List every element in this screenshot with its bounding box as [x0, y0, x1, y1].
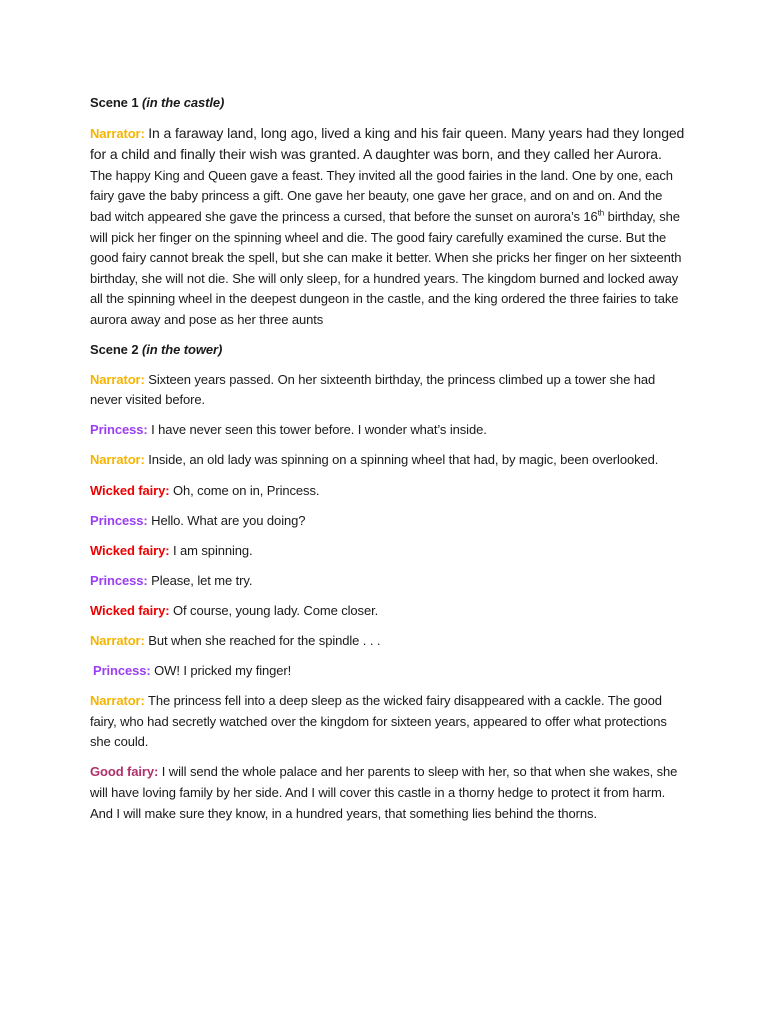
dialogue-line	[90, 661, 686, 682]
line-text: But when she reached for the spindle . . .	[148, 632, 381, 648]
speaker-narrator: Narrator:	[90, 632, 145, 648]
line-text: I am spinning.	[173, 542, 253, 558]
line-text: Inside, an old lady was spinning on a spinning wheel that had, by magic, been overlooked.	[148, 452, 659, 468]
opening-text-large: In a faraway land, long ago, lived a king and his fair queen. Many years had they longed for a child and finally their wish was granted. A daughter was born, and they called her Aurora.	[90, 124, 685, 163]
line-text: The princess fell into a deep sleep as the wicked fairy disappeared with a cackle. The good fairy, who had secretly watched over the kingdom for sixteen years, appeared to offer what protections she could.	[90, 693, 667, 750]
line-text: Sixteen years passed. On her sixteenth birthday, the princess climbed up a tower she had never visited before.	[90, 371, 656, 408]
speaker-narrator: Narrator:	[90, 452, 145, 468]
speaker-wicked-fairy: Wicked fairy:	[90, 482, 170, 498]
scene-2-heading	[90, 340, 686, 361]
ordinal-suffix: th	[597, 208, 605, 218]
line-text: I will send the whole palace and her parents to sleep with her, so that when she wakes, she will have loving family by her side. And I will cover this castle in a thorny hedge to protect it from harm. And I will make sure they know, in a hundred years, that something lies behind the thorns.	[90, 764, 678, 821]
dialogue-line	[90, 450, 686, 471]
scene-2-location: (in the tower)	[141, 342, 223, 358]
dialogue-line	[90, 631, 686, 652]
scene-2-title: Scene 2	[90, 342, 139, 358]
dialogue-line	[90, 481, 686, 502]
speaker-princess: Princess:	[90, 512, 148, 528]
dialogue-line	[90, 691, 686, 753]
speaker-princess: Princess:	[93, 663, 151, 679]
line-text: Please, let me try.	[151, 572, 253, 588]
opening-text-cont: birthday, she will pick her finger on the spinning wheel and die. The good fairy carefully examined the curse. But the good fairy cannot break the spell, but she can make it better. When she pricks her finger on her sixteenth birthday, she will not die. She will only sleep, for a hundred years. The kingdom burned and locked away all the spinning wheel in the deepest dungeon in the castle, and the king ordered the three fairies to take aurora away and pose as her three aunts	[90, 208, 682, 327]
dialogue-line	[90, 601, 686, 622]
line-text: OW! I pricked my finger!	[154, 663, 292, 679]
dialogue-line	[90, 541, 686, 562]
dialogue-line	[90, 370, 686, 411]
dialogue-line	[90, 420, 686, 441]
opening-text: The happy King and Queen gave a feast. They invited all the good fairies in the land. One by one, each fairy gave the baby princess a gift. One gave her beauty, one gave her grace, and on and on. And the bad witch appeared she gave the princess a cursed, that before the sunset on aurora’s 16	[90, 167, 673, 224]
speaker-wicked-fairy: Wicked fairy:	[90, 542, 170, 558]
dialogue-line	[90, 571, 686, 592]
speaker-princess: Princess:	[90, 422, 148, 438]
line-text: Hello. What are you doing?	[151, 512, 306, 528]
speaker-narrator: Narrator:	[90, 693, 145, 709]
speaker-narrator: Narrator:	[90, 125, 145, 141]
speaker-wicked-fairy: Wicked fairy:	[90, 602, 170, 618]
speaker-princess: Princess:	[90, 572, 148, 588]
line-text: Oh, come on in, Princess.	[173, 482, 320, 498]
script-page	[90, 93, 686, 834]
scene-1-heading	[90, 93, 686, 114]
speaker-narrator: Narrator:	[90, 371, 145, 387]
opening-narration	[90, 123, 686, 331]
dialogue-line	[90, 762, 686, 824]
speaker-good-fairy: Good fairy:	[90, 764, 159, 780]
scene-1-location: (in the castle)	[141, 95, 225, 110]
dialogue-line	[90, 511, 686, 532]
line-text: Of course, young lady. Come closer.	[173, 602, 379, 618]
line-text: I have never seen this tower before. I wonder what’s inside.	[151, 422, 487, 438]
scene-1-title: Scene 1	[90, 95, 139, 110]
